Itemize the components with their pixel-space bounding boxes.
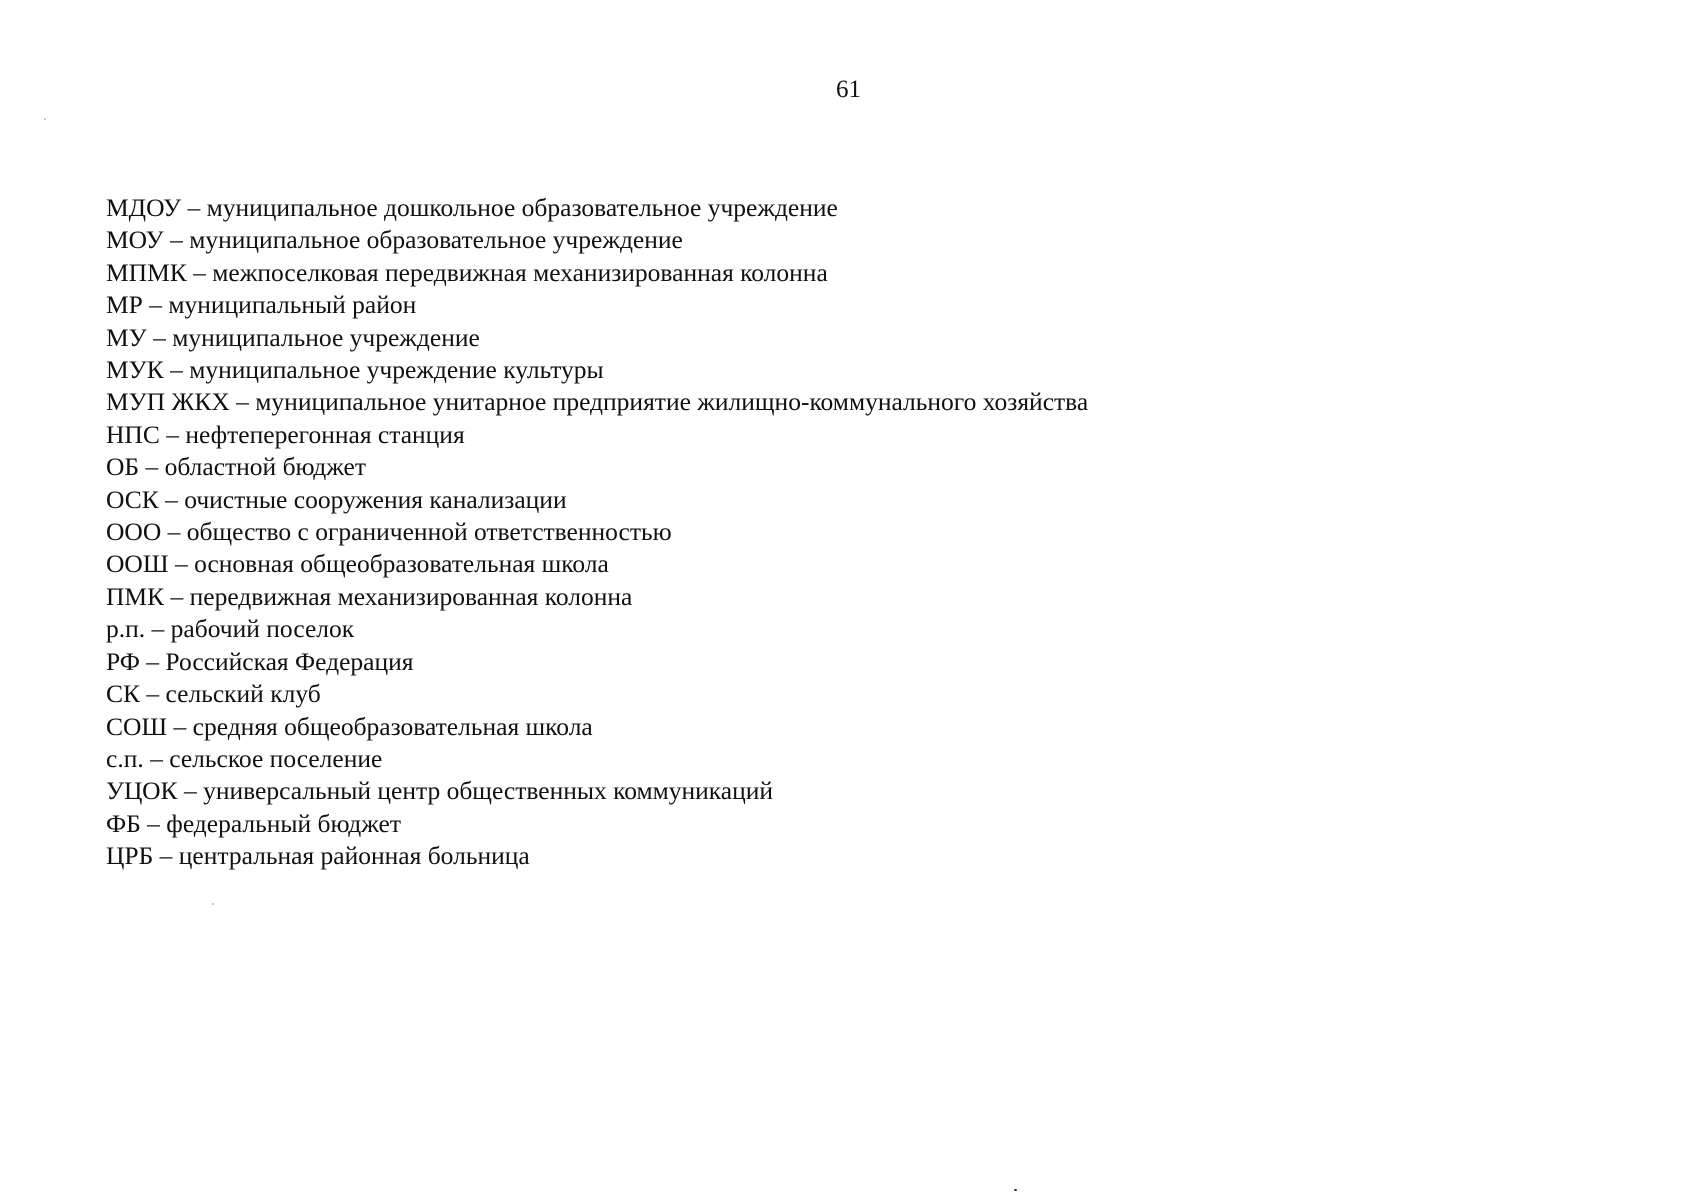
abbreviation-entry [106,224,1088,256]
abbreviation-list [106,192,1088,873]
abbreviation-definition: центральная районная больница [178,841,530,871]
abbreviation-term: СОШ [106,711,168,741]
abbreviation-term: СК [106,679,141,709]
abbreviation-term: МУ [106,322,147,352]
abbreviation-separator: – [145,614,171,644]
abbreviation-entry [106,419,1088,451]
abbreviation-separator: – [139,452,165,482]
abbreviation-entry [106,646,1088,678]
abbreviation-entry [106,711,1088,743]
abbreviation-term: РФ [106,646,140,676]
abbreviation-entry [106,322,1088,354]
abbreviation-definition: областной бюджет [164,452,367,482]
abbreviation-separator: – [140,808,167,838]
abbreviation-definition: передвижная механизированная колонна [189,581,633,611]
abbreviation-separator: – [139,646,166,676]
abbreviation-term: р.п. [106,614,146,644]
abbreviation-separator: – [164,581,190,611]
abbreviation-definition: очистные сооружения канализации [184,484,567,514]
abbreviation-definition: сельское поселение [169,743,383,773]
abbreviation-separator: – [159,419,186,449]
abbreviation-entry [106,516,1088,548]
abbreviation-separator: – [163,225,190,255]
abbreviation-separator: – [142,290,169,320]
abbreviation-term: МОУ [106,225,164,255]
abbreviation-separator: – [168,549,195,579]
abbreviation-separator: – [153,841,179,871]
abbreviation-definition: Российская Федерация [165,646,414,676]
abbreviation-separator: – [229,387,256,417]
abbreviation-term: с.п. [106,743,144,773]
abbreviation-definition: муниципальный район [168,290,417,320]
abbreviation-separator: – [146,322,173,352]
abbreviation-separator: – [167,711,193,741]
abbreviation-term: ФБ [106,808,141,838]
abbreviation-definition: универсальный центр общественных коммуникаций [203,776,774,806]
abbreviation-term: ОБ [106,452,140,482]
abbreviation-term: ПМК [106,581,165,611]
abbreviation-entry [106,581,1088,613]
abbreviation-definition: средняя общеобразовательная школа [192,711,593,741]
abbreviation-definition: муниципальное учреждение [172,322,480,352]
abbreviation-entry [106,840,1088,872]
abbreviation-definition: нефтеперегонная станция [185,419,465,449]
scan-speck [44,118,46,120]
scan-speck [1014,1189,1017,1191]
abbreviation-entry [106,386,1088,418]
abbreviation-term: МУК [106,355,164,385]
abbreviation-separator: – [177,776,204,806]
abbreviation-definition: федеральный бюджет [166,808,401,838]
abbreviation-separator: – [163,355,190,385]
abbreviation-term: МПМК [106,257,187,287]
page-number: 61 [836,76,861,103]
abbreviation-term: ЦРБ [106,841,154,871]
abbreviation-entry [106,451,1088,483]
abbreviation-definition: общество с ограниченной ответственностью [186,517,672,547]
abbreviation-separator: – [143,743,170,773]
abbreviation-term: МДОУ [106,193,182,222]
abbreviation-definition: рабочий поселок [170,614,355,644]
abbreviation-entry [106,354,1088,386]
abbreviation-separator: – [161,517,187,547]
abbreviation-definition: муниципальное дошкольное образовательное учреждение [206,193,838,222]
scan-speck [212,903,214,905]
abbreviation-entry [106,192,1088,224]
abbreviation-entry [106,548,1088,580]
abbreviation-term: МУП ЖКХ [106,387,230,417]
abbreviation-separator: – [186,257,213,287]
abbreviation-separator: – [158,484,185,514]
abbreviation-term: МР [106,290,143,320]
abbreviation-separator: – [140,679,166,709]
abbreviation-term: УЦОК [106,776,178,806]
abbreviation-entry [106,743,1088,775]
abbreviation-entry [106,289,1088,321]
abbreviation-separator: – [181,193,207,222]
abbreviation-entry [106,808,1088,840]
abbreviation-entry [106,613,1088,645]
abbreviation-definition: муниципальное образовательное учреждение [189,225,683,255]
abbreviation-definition: основная общеобразовательная школа [194,549,609,579]
abbreviation-term: НПС [106,419,160,449]
abbreviation-entry [106,775,1088,807]
abbreviation-term: ОСК [106,484,159,514]
abbreviation-entry [106,484,1088,516]
abbreviation-entry [106,678,1088,710]
abbreviation-term: ООО [106,517,162,547]
abbreviation-definition: межпоселковая передвижная механизированная колонна [212,257,828,287]
abbreviation-definition: муниципальное учреждение культуры [189,355,604,385]
abbreviation-definition: сельский клуб [165,679,321,709]
abbreviation-term: ООШ [106,549,169,579]
abbreviation-entry [106,257,1088,289]
abbreviation-definition: муниципальное унитарное предприятие жилищно-коммунального хозяйства [255,387,1089,417]
